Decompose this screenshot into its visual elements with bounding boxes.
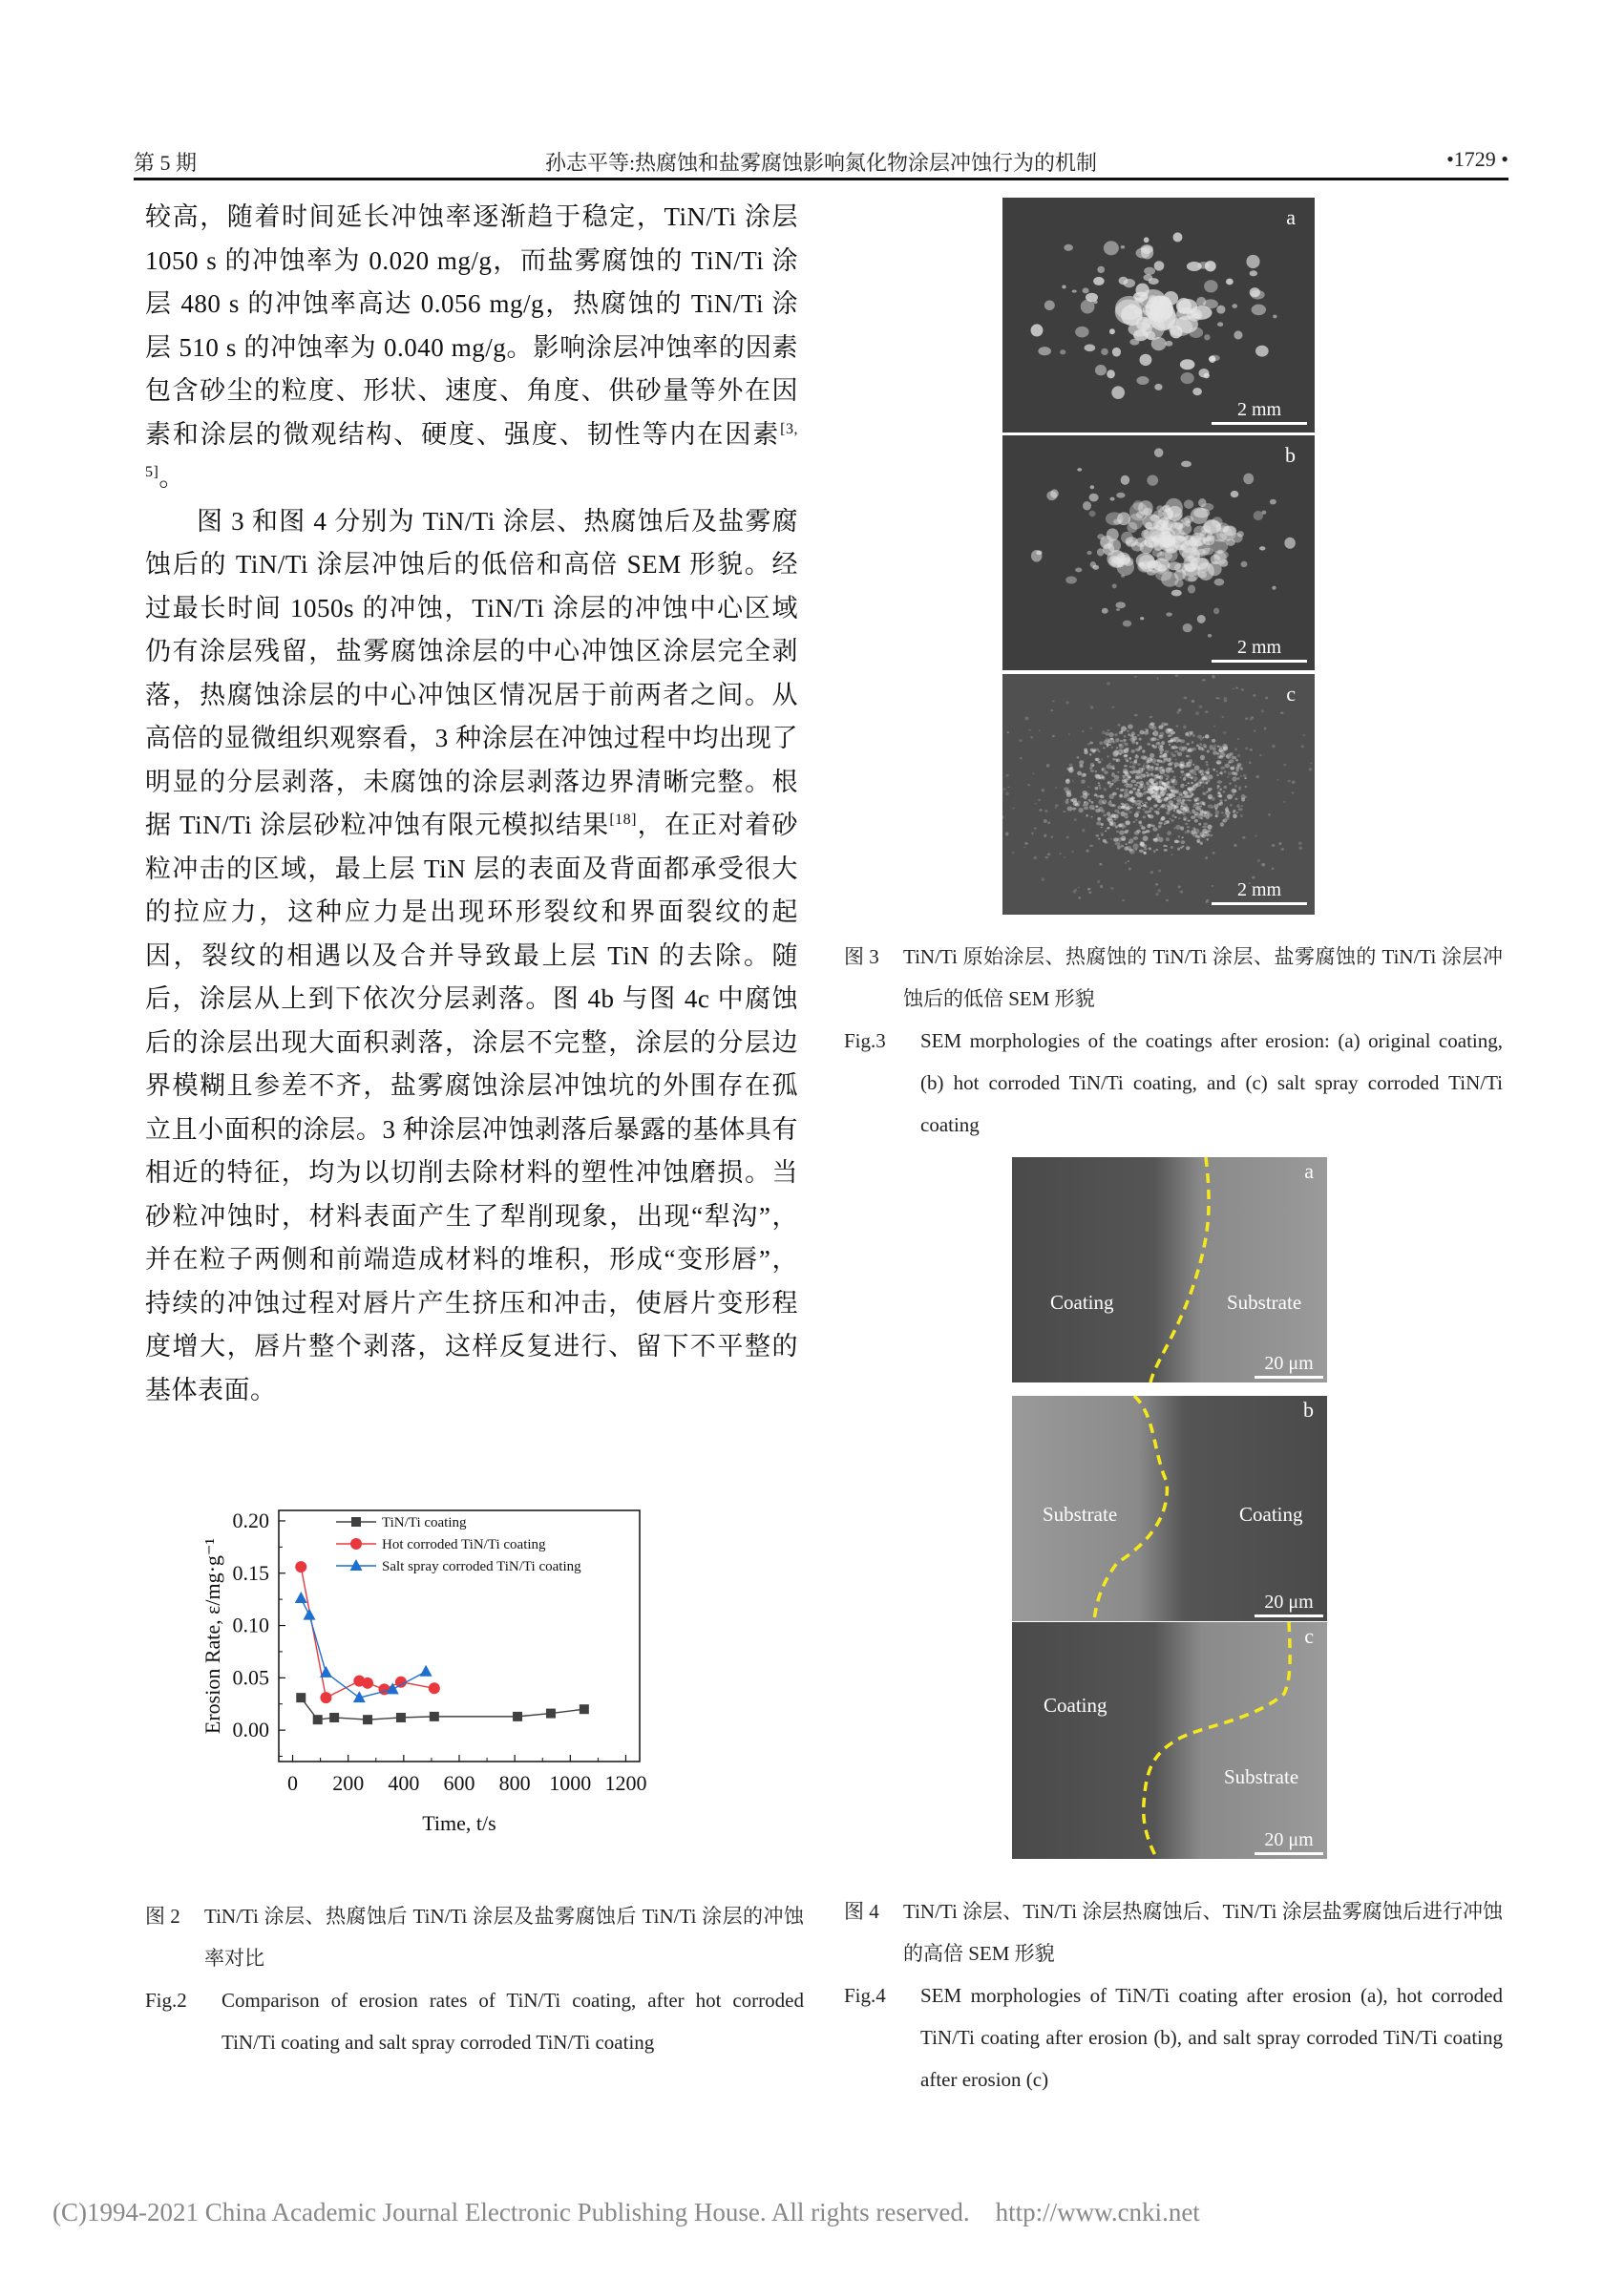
running-title: 孙志平等:热腐蚀和盐雾腐蚀影响氮化物涂层冲蚀行为的机制 [544,151,1098,175]
fig4-panel-c [1012,1622,1327,1859]
x-tick-label: 600 [443,1771,475,1795]
region-label: Substrate [1227,1291,1302,1314]
sem-micrograph [1002,198,1315,433]
caption-en: Comparison of erosion rates of TiN/Ti coating, after hot corroded TiN/Ti coating and salt spray corroded TiN/Ti coating [221,1989,804,2054]
scale-bar-label: 20 μm [1264,1829,1314,1850]
data-point [362,1678,373,1689]
fig2-chart [181,1470,678,1852]
caption-cn: TiN/Ti 涂层、热腐蚀后 TiN/Ti 涂层及盐雾腐蚀后 TiN/Ti 涂层的冲蚀率对比 [204,1905,804,1970]
scale-bar-line [1212,660,1307,663]
y-tick-label: 0.00 [232,1718,269,1742]
x-axis-title: Time, t/s [422,1811,496,1835]
caption-tag: 图 3 [844,945,879,968]
fig3-panel-c [1002,674,1315,915]
scale-bar-label: 20 μm [1264,1353,1314,1374]
fig4-panel-a [1012,1157,1327,1382]
caption-tag: Fig.3 [844,1029,886,1052]
fig3-panel-a [1002,198,1315,433]
scale-bar-line [1255,1376,1323,1379]
panel-label: a [1286,205,1296,229]
x-tick-label: 200 [332,1771,365,1795]
paragraph-text: 图 3 和图 4 分别为 TiN/Ti 涂层、热腐蚀后及盐雾腐蚀后的 TiN/Ti 涂层冲蚀后的低倍和高倍 SEM 形貌。经过最长时间 1050s 的冲蚀，TiN/Ti 涂层的冲蚀中心区域仍有涂层残留，盐雾腐蚀涂层的中心冲蚀区涂层完全剥落，热腐蚀涂层的中心冲蚀区情况居于前两者之间。从高倍的显微组织观察看，3 种涂层在冲蚀过程中均出现了明显的分层剥落，未腐蚀的涂层剥落边界清晰完整。根据 TiN/Ti 涂层砂粒冲蚀有限元模拟结果 [145,506,798,839]
issue-number: 第 5 期 [134,151,198,175]
scale-bar-line [1212,422,1307,425]
fig3-caption [844,936,1503,1146]
series-line [301,1698,584,1720]
x-tick-label: 400 [388,1771,420,1795]
region-label: Coating [1044,1694,1107,1717]
data-point [396,1713,406,1722]
scale-bar-label: 20 μm [1264,1592,1314,1613]
sem-micrograph [1012,1622,1327,1859]
region-label: Substrate [1043,1503,1118,1526]
x-tick-label: 1000 [549,1771,592,1795]
fig4-caption [844,1890,1503,2100]
scale-bar [1255,1829,1323,1855]
x-tick-label: 0 [287,1771,299,1795]
fig3-panel-b [1002,435,1315,670]
data-point [420,1665,432,1677]
paragraph-text: ，在正对着砂粒冲击的区域，最上层 TiN 层的表面及背面都承受很大的拉应力，这种应力是出现环形裂纹和界面裂纹的起因，裂纹的相遇以及合并导致最上层 TiN 的去除。随后，涂层从上到下依次分层剥落。图 4b 与图 4c 中腐蚀后的涂层出现大面积剥落，涂层不完整，涂层的分层边界模糊且参差不齐，盐雾腐蚀涂层冲蚀坑的外围存在孤立且小面积的涂层。3 种涂层冲蚀剥落后暴露的基体具有相近的特征，均为以切削去除材料的塑性冲蚀磨损。当砂粒冲蚀时，材料表面产生了犁削现象，出现“犁沟”，并在粒子两侧和前端造成材料的堆积，形成“变形唇”，持续的冲蚀过程对唇片产生挤压和冲击，使唇片变形程度增大，唇片整个剥落，这样反复进行、留下不平整的基体表面。 [145,811,799,1404]
header-rule [134,178,1508,180]
region-label: Substrate [1224,1765,1299,1788]
paragraph-text: 较高，随着时间延长冲蚀率逐渐趋于稳定，TiN/Ti 涂层 1050 s 的冲蚀率为 0.020 mg/g，而盐雾腐蚀的 TiN/Ti 涂层 480 s 的冲蚀率高达 0.056 mg/g，热腐蚀的 TiN/Ti 涂层 510 s 的冲蚀率为 0.040 mg/g。影响涂层冲蚀率的因素包含砂尘的粒度、形状、速度、角度、供砂量等外在因素和涂层的微观结构、硬度、强度、韧性等内在因素 [145,202,798,449]
data-point [313,1715,323,1724]
y-tick-label: 0.05 [232,1665,269,1690]
data-point [329,1713,339,1722]
panel-label: b [1303,1398,1314,1422]
y-tick-label: 0.20 [232,1508,269,1532]
sem-micrograph [1002,435,1315,670]
copyright-text: (C)1994-2021 China Academic Journal Electronic Publishing House. All rights reserved. [53,2198,970,2226]
scale-bar-label: 2 mm [1236,637,1282,658]
data-point [295,1561,306,1572]
y-tick-label: 0.10 [232,1613,269,1637]
legend-label: Salt spray corroded TiN/Ti coating [382,1559,581,1574]
body-paragraph-2 [145,500,798,1413]
legend-marker [350,1538,362,1550]
body-paragraph-1 [145,196,798,500]
scale-bar [1212,637,1307,663]
region-label: Coating [1239,1503,1303,1526]
scale-bar [1212,879,1307,905]
scale-bar-line [1255,1614,1323,1617]
x-tick-label: 1200 [604,1771,647,1795]
caption-tag: 图 4 [844,1900,879,1923]
scale-bar [1255,1592,1323,1617]
citation[interactable]: [3, 5] [145,420,798,480]
sem-micrograph [1012,1157,1327,1382]
running-header [134,143,1508,178]
fig4-panel-b [1012,1396,1327,1621]
copyright-footer [53,2198,1200,2227]
caption-cn: TiN/Ti 原始涂层、热腐蚀的 TiN/Ti 涂层、盐雾腐蚀的 TiN/Ti 涂层冲蚀后的低倍 SEM 形貌 [903,945,1503,1010]
citation[interactable]: [18] [609,812,637,828]
caption-tag: Fig.4 [844,1984,886,2007]
data-point [513,1712,522,1721]
data-point [430,1712,439,1721]
data-point [429,1682,440,1694]
paragraph-tail: 。 [158,463,185,492]
legend-marker [350,1559,363,1571]
legend-label: TiN/Ti coating [382,1515,467,1530]
data-point [295,1592,307,1603]
legend-label: Hot corroded TiN/Ti coating [382,1537,546,1552]
fig2-caption [145,1895,804,2063]
caption-tag: Fig.2 [145,1989,187,2012]
cnki-link[interactable]: http://www.cnki.net [995,2198,1200,2226]
data-point [363,1715,372,1724]
data-point [546,1709,556,1719]
scale-bar [1255,1353,1323,1379]
data-point [303,1609,315,1620]
x-tick-label: 800 [498,1771,531,1795]
panel-label: c [1304,1624,1314,1648]
region-label: Coating [1050,1291,1114,1314]
legend-marker [351,1517,361,1527]
scale-bar-label: 2 mm [1236,399,1282,420]
panel-label: a [1304,1159,1314,1183]
panel-label: c [1286,682,1296,706]
panel-label: b [1285,443,1296,467]
page-number: •1729 • [1446,147,1508,171]
scale-bar-line [1255,1852,1323,1855]
caption-tag: 图 2 [145,1905,180,1928]
y-tick-label: 0.15 [232,1560,269,1585]
scale-bar-line [1212,902,1307,905]
data-point [580,1704,589,1714]
series-0 [296,1693,589,1724]
caption-en: SEM morphologies of the coatings after erosion: (a) original coating, (b) hot corroded TiN/Ti coating, and (c) salt spray corroded TiN/Ti coating [920,1029,1503,1136]
caption-en: SEM morphologies of TiN/Ti coating after erosion (a), hot corroded TiN/Ti coating after erosion (b), and salt spray corroded TiN/Ti coating after erosion (c) [920,1984,1503,2091]
caption-cn: TiN/Ti 涂层、TiN/Ti 涂层热腐蚀后、TiN/Ti 涂层盐雾腐蚀后进行冲蚀的高倍 SEM 形貌 [903,1900,1503,1965]
data-point [296,1693,306,1702]
scale-bar [1212,399,1307,425]
coating-boundary-line [1144,1622,1290,1859]
scale-bar-label: 2 mm [1236,879,1282,900]
left-column [145,196,798,1412]
series-1 [295,1561,440,1703]
data-point [320,1692,331,1703]
coating-boundary-line [1150,1157,1209,1382]
y-axis-title: Erosion Rate, ε/mg·g⁻¹ [200,1537,224,1735]
erosion-rate-chart [181,1470,678,1852]
